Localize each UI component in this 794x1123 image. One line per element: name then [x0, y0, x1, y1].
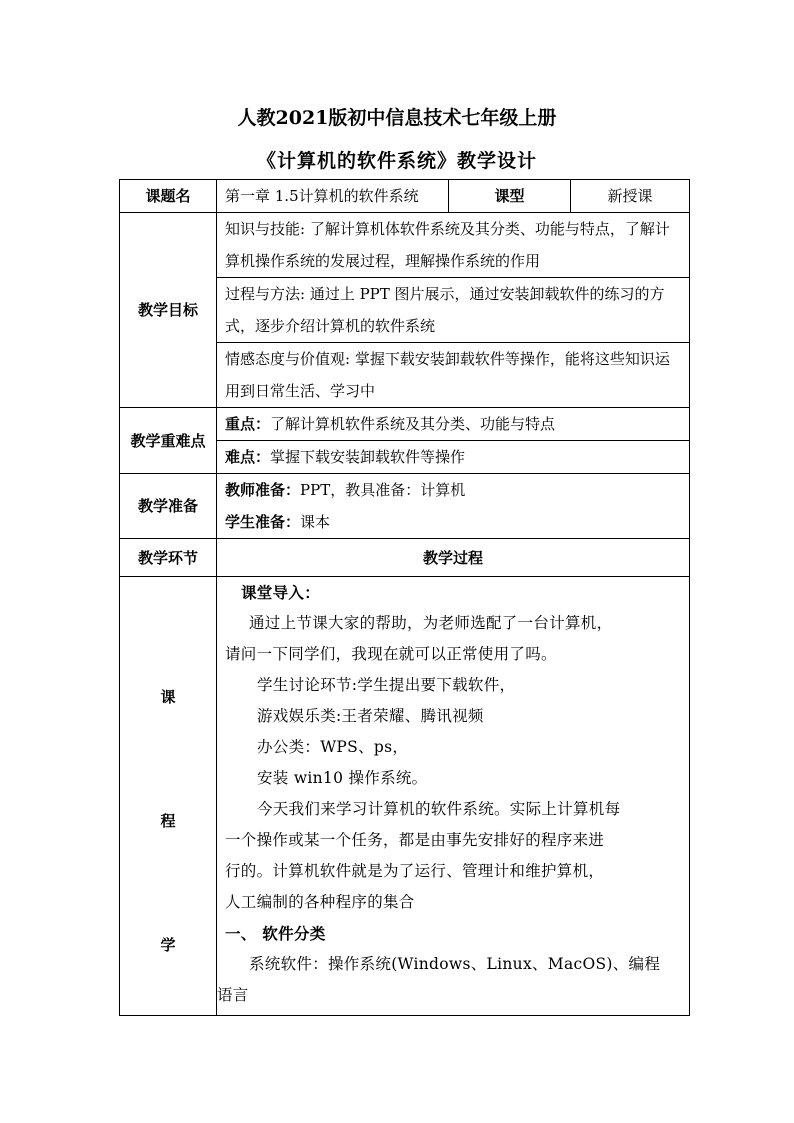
objective-process: 过程与方法: 通过上 PPT 图片展示，通过安装卸载软件的练习的方式，逐步介绍计算机的软件系统 [217, 278, 690, 343]
process-content [217, 577, 690, 1016]
process-line: 一个操作或某一个任务，都是由事先安排好的程序来进 [225, 831, 605, 849]
key-point-label: 重点： [225, 415, 271, 433]
key-point [217, 408, 690, 441]
process-line: 行的。计算机软件就是为了运行、管理计和维护算机， [225, 862, 605, 880]
section-heading: 一、 软件分类 [225, 924, 326, 943]
section-line: 系统软件：操作系统(Windows、Linux、MacOS)、编程 [249, 955, 661, 973]
preparation-label: 教学准备 [120, 474, 217, 539]
stage-cell [120, 577, 217, 1016]
document-subtitle: 《计算机的软件系统》教学设计 [256, 150, 537, 172]
process-line: 请问一下同学们，我现在就可以正常使用了吗。 [225, 645, 557, 663]
stage-char-2: 程 [160, 812, 176, 830]
key-points-label: 教学重难点 [120, 408, 217, 474]
stage-header: 教学环节 [120, 539, 217, 577]
topic-label: 课题名 [120, 180, 217, 213]
objectives-row [120, 213, 690, 278]
section-line: 语言 [217, 986, 249, 1004]
topic-row [120, 180, 690, 213]
topic-value: 第一章 1.5计算机的软件系统 [217, 180, 449, 213]
intro-heading: 课堂导入： [241, 583, 321, 602]
process-line: 安装 win10 操作系统。 [257, 769, 428, 787]
lesson-type-label: 课型 [449, 180, 571, 213]
objective-attitude: 情感态度与价值观: 掌握下载安装卸载软件等操作，能将这些知识运用到日常生活、学习中 [217, 343, 690, 408]
stage-char-3: 学 [160, 936, 176, 954]
key-points-row [120, 408, 690, 441]
difficult-point [217, 441, 690, 474]
process-line: 游戏娱乐类:王者荣耀、腾讯视频 [257, 707, 484, 725]
process-line: 人工编制的各种程序的集合 [225, 893, 415, 911]
teacher-prep-label: 教师准备： [225, 481, 301, 499]
process-line: 学生讨论环节:学生提出要下载软件， [257, 676, 516, 694]
key-point-text: 了解计算机软件系统及其分类、功能与特点 [270, 415, 556, 433]
objectives-label: 教学目标 [120, 213, 217, 408]
student-prep-label: 学生准备： [225, 513, 301, 531]
lesson-type-value: 新授课 [571, 180, 690, 213]
student-prep-text: 课本 [300, 513, 331, 531]
teacher-prep-text: PPT，教具准备：计算机 [300, 481, 466, 499]
lesson-plan-table [119, 179, 690, 1016]
process-header: 教学过程 [217, 539, 690, 577]
preparation-content [217, 474, 690, 539]
preparation-row [120, 474, 690, 539]
process-line: 通过上节课大家的帮助，为老师选配了一台计算机， [249, 614, 613, 632]
objective-knowledge: 知识与技能: 了解计算机体软件系统及其分类、功能与特点，了解计算机操作系统的发展过程，理解操作系统的作用 [217, 213, 690, 278]
process-line: 今天我们来学习计算机的软件系统。实际上计算机每 [257, 800, 621, 818]
stage-char-1: 课 [160, 688, 176, 706]
document-title: 人教2021版初中信息技术七年级上册 [237, 107, 557, 129]
process-line: 办公类：WPS、ps， [257, 738, 409, 756]
difficult-point-text: 掌握下载安装卸载软件等操作 [270, 448, 466, 466]
process-header-row [120, 539, 690, 577]
process-row [120, 577, 690, 1016]
difficult-point-label: 难点： [225, 448, 271, 466]
